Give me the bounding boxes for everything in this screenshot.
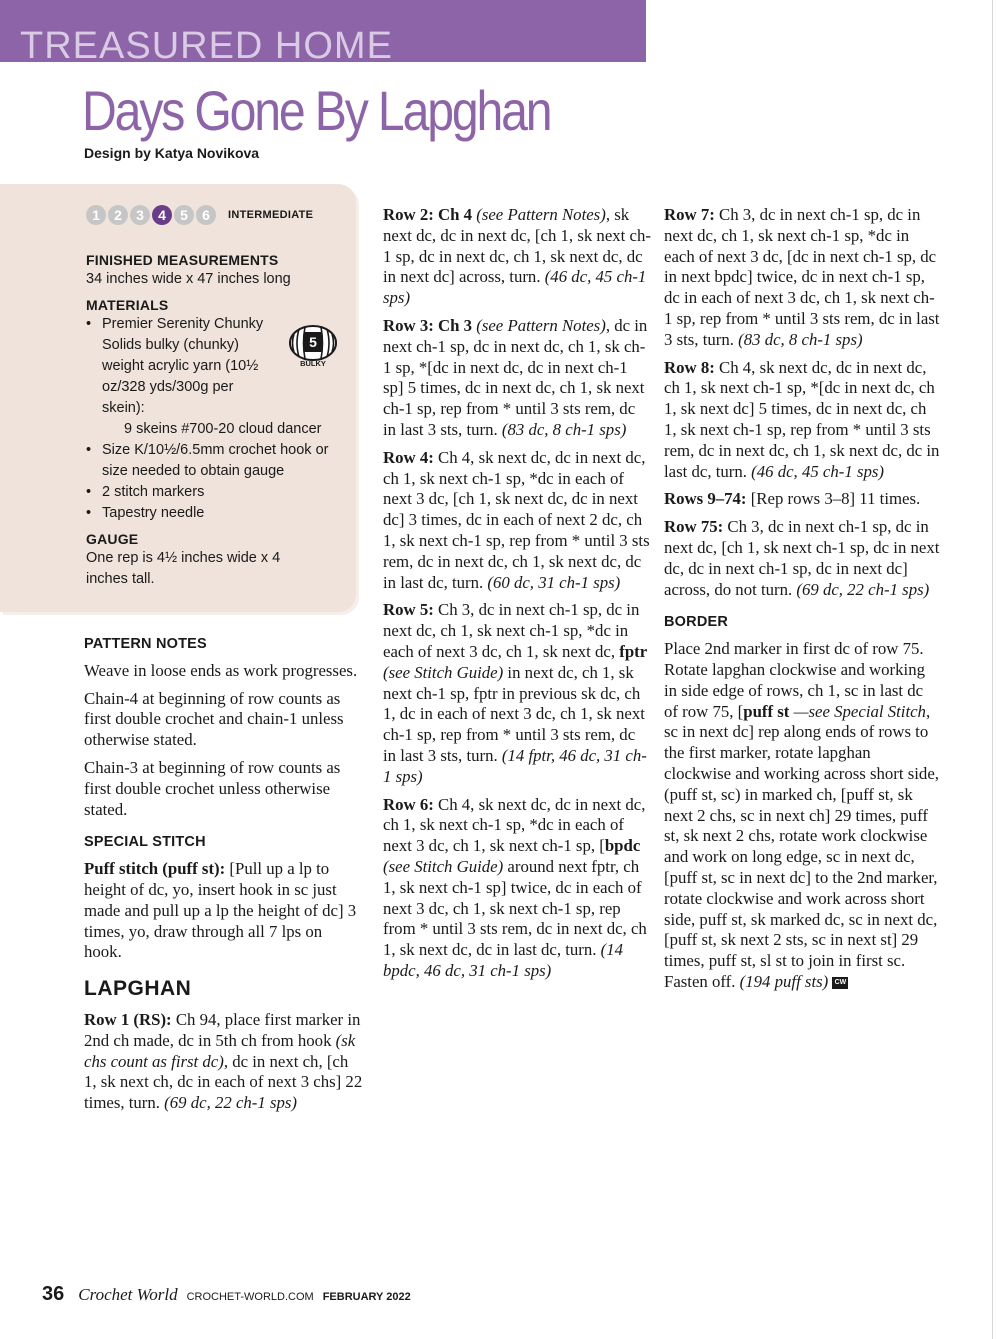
skill-level-6: 6: [196, 205, 216, 225]
materials-heading: MATERIALS: [86, 297, 169, 313]
list-item: • 2 stitch markers: [86, 482, 348, 503]
border-heading: BORDER: [664, 614, 729, 631]
pattern-note: Chain-3 at beginning of row counts as first double crochet unless otherwise stated.: [84, 757, 341, 819]
skill-level-2: 2: [108, 205, 128, 225]
special-stitch-heading: SPECIAL STITCH: [84, 834, 206, 851]
pattern-row: Row 2: Ch 4 (see Pattern Notes), sk next dc, dc in next dc, [ch 1, sk next ch-1 sp, dc in next dc, ch 1, sk next dc, dc in next dc] across, turn. (46 dc, 45 ch-1 sps): [383, 205, 651, 308]
pattern-row: Row 8: Ch 4, sk next dc, dc in next dc, ch 1, sk next ch-1 sp, *[dc in next dc, ch 1, sk next dc] 5 times, dc in next dc, ch 1, sk next ch-1 sp, rep from * until 3 sts rem, dc in next dc, ch 1, sk next dc, dc in last dc, turn. (46 dc, 45 ch-1 sps): [664, 357, 940, 481]
lapghan-heading: LAPGHAN: [84, 977, 192, 1001]
yarn-weight-number: 5: [309, 334, 317, 350]
skill-level-3: 3: [130, 205, 150, 225]
pattern-row: Row 6: Ch 4, sk next dc, dc in next dc, ch 1, sk next ch-1 sp, *dc in each of next 3 dc, ch 1, sk next ch-1 sp, [bpdc (see Stitch Guide) around next fptr, ch 1, sk next ch-1 sp] twice, dc in each of next 3 dc, ch 1, sk next ch-1 sp, rep from * until 3 sts rem, dc in next dc, ch 1, sk next dc, dc in last dc, turn. (14 bpdc, 46 dc, 31 ch-1 sps): [383, 794, 647, 980]
page-footer: [42, 1283, 411, 1306]
border-instructions: Place 2nd marker in first dc of row 75. Rotate lapghan clockwise and working in side edge of rows, ch 1, sc in last dc of row 75, [puff st —see Special Stitch, sc in next dc] rep along ends of rows to the first marker, rotate lapghan clockwise and working across short side, (puff st, sc) in marked ch, [puff st, sk next 2 chs, sc in next ch] 29 times, puff st, sk next 2 chs, rotate work clockwise and work on long edge, sc in next dc, [puff st, sc in next dc] to the 2nd marker, rotate clockwise and work across short side, puff st, sk marked dc, sc in next dc, [puff st, sk next 2 sts, sc in next st] 29 times, puff st, sl st to join in first sc. Fasten off. (194 puff sts) CW: [664, 639, 939, 991]
list-item: • Tapestry needle: [86, 503, 348, 524]
magazine-website: CROCHET-WORLD.COM: [186, 1291, 314, 1303]
page-number: 36: [42, 1283, 65, 1305]
column-3: [664, 205, 940, 1000]
magazine-name: Crochet World: [78, 1285, 178, 1304]
pattern-note: Weave in loose ends as work progresses.: [84, 660, 358, 680]
yarn-amount: 9 skeins #700-20 cloud dancer: [124, 421, 322, 437]
yarn-weight-icon: [288, 324, 338, 370]
skill-level-1: 1: [86, 205, 106, 225]
pattern-row: Row 7: Ch 3, dc in next ch-1 sp, dc in next dc, ch 1, sk next ch-1 sp, *dc in each of next 3 dc, [dc in next ch-1 sp, dc in next bpdc] twice, dc in next ch-1 sp, dc in each of next 3 dc, ch 1, sk next ch-1 sp, rep from * until 3 sts rem, dc in last 3 sts, turn. (83 dc, 8 ch-1 sps): [664, 205, 940, 349]
section-banner: [0, 0, 646, 62]
issue-date: FEBRUARY 2022: [322, 1291, 411, 1303]
yarn-weight-label: BULKY: [300, 359, 326, 368]
skill-level-4: 4: [152, 205, 172, 225]
pattern-row: Rows 9–74: [Rep rows 3–8] 11 times.: [664, 489, 921, 509]
column-2: [383, 205, 651, 989]
pattern-notes-heading: PATTERN NOTES: [84, 636, 207, 652]
pattern-row: Row 1 (RS): Ch 94, place first marker in 2nd ch made, dc in 5th ch from hook (sk chs count as first dc), dc in next ch, [ch 1, sk next ch, dc in each of next 3 chs] 22 times, turn. (69 dc, 22 ch-1 sps): [84, 1009, 363, 1113]
pattern-row: Row 4: Ch 4, sk next dc, dc in next dc, ch 1, sk next ch-1 sp, *dc in each of next 3 dc, [ch 1, sk next dc, dc in next dc] 3 times, dc in each of next 2 dc, ch 1, sk next ch-1 sp, rep from * until 3 sts rem, dc in next dc, ch 1, sk next dc, dc in last dc, turn. (60 dc, 31 ch-1 sps): [383, 447, 650, 592]
yarn-description: • Premier Serenity Chunky Solids bulky (chunky) weight acrylic yarn (10½ oz/328 yds/300g per skein):: [102, 316, 264, 416]
materials-panel: [86, 246, 348, 590]
column-1: [84, 634, 364, 1121]
list-item: • Size K/10½/6.5mm crochet hook or size needed to obtain gauge: [86, 440, 348, 482]
pattern-row: Row 75: Ch 3, dc in next ch-1 sp, dc in next dc, [ch 1, sk next ch-1 sp, dc in next dc, dc in next ch-1 sp, dc in next dc] across, do not turn. (69 dc, 22 ch-1 sps): [664, 517, 940, 599]
pattern-row: Row 5: Ch 3, dc in next ch-1 sp, dc in next dc, ch 1, sk next ch-1 sp, *dc in each of next 3 dc, ch 1, sk next dc, fptr (see Stitch Guide) in next dc, ch 1, sk next ch-1 sp, fptr in previous sk dc, ch 1, dc in each of next 3 dc, ch 1, sk next ch-1 sp, rep from * until 3 sts rem, dc in last 3 sts, turn. (14 fptr, 46 dc, 31 ch-1 sps): [383, 600, 648, 786]
special-stitch-label: Puff stitch (puff st):: [84, 859, 226, 879]
designer-byline: Design by Katya Novikova: [84, 145, 260, 161]
pattern-note: Chain-4 at beginning of row counts as first double crochet and chain-1 unless otherwise stated.: [84, 688, 344, 750]
pattern-title: Days Gone By Lapghan: [82, 79, 551, 142]
materials-list-tools: [86, 440, 348, 524]
skill-level-label: INTERMEDIATE: [228, 209, 314, 221]
page-edge-line: [992, 0, 993, 1339]
gauge-heading: GAUGE: [86, 531, 139, 547]
measurements-text: 34 inches wide x 47 inches long: [86, 271, 291, 287]
special-stitch-text: Puff stitch (puff st): [Pull up a lp to height of dc, yo, insert hook in sc just made and pull up a lp the height of dc] 3 times, yo, draw through all 7 lps on hook.: [84, 859, 357, 962]
skill-level-5: 5: [174, 205, 194, 225]
section-label: TREASURED HOME: [20, 25, 393, 62]
end-of-article-icon: CW: [832, 977, 848, 989]
gauge-text: One rep is 4½ inches wide x 4 inches tall.: [86, 550, 281, 587]
skill-level-indicator: [86, 205, 313, 225]
pattern-row: Row 3: Ch 3 (see Pattern Notes), dc in next ch-1 sp, dc in next dc, ch 1, sk ch-1 sp, *[dc in next dc, dc in next ch-1 sp] 5 times, dc in next dc, ch 1, sk next ch-1 sp, rep from * until 3 sts rem, dc in last 3 sts, turn. (83 dc, 8 ch-1 sps): [383, 315, 648, 439]
measurements-heading: FINISHED MEASUREMENTS: [86, 252, 279, 268]
